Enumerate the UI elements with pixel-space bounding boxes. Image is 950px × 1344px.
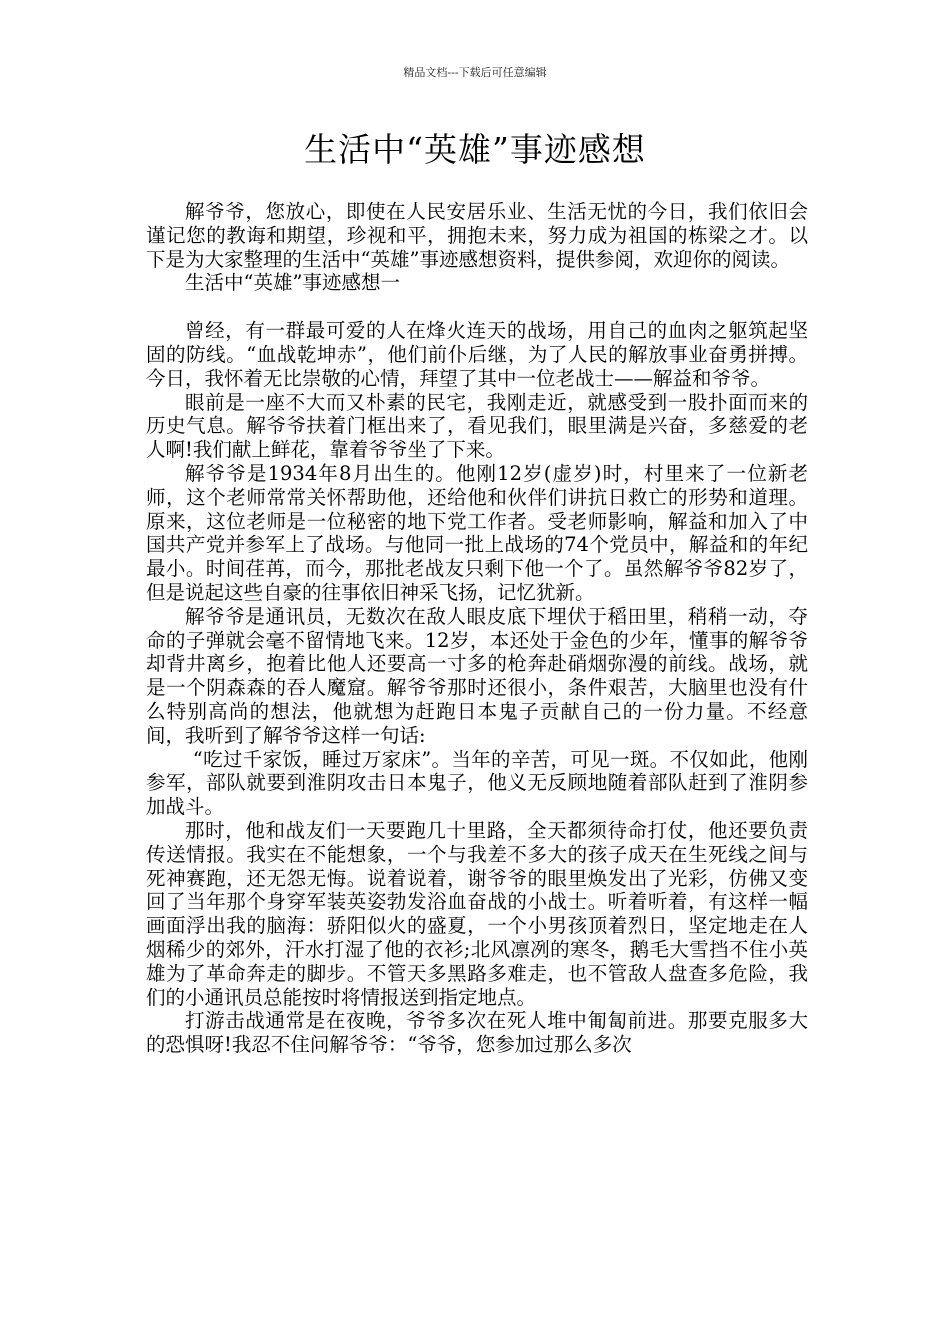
paragraph-intro: 解爷爷，您放心，即使在人民安居乐业、生活无忧的今日，我们依旧会谨记您的教诲和期望，珍视和平，拥抱未来，努力成为祖国的栋梁之才。以下是为大家整理的生活中“英雄”事迹感想资料，提供参阅，欢迎你的阅读。 [146,200,808,271]
paragraph: 那时，他和战友们一天要跑几十里路，全天都须待命打仗，他还要负责传送情报。我实在不能想象，一个与我差不多大的孩子成天在生死线之间与死神赛跑，还无怨无悔。说着说着，谢爷爷的眼里焕发出了光彩，仿佛又变回了当年那个身穿军装英姿勃发浴血奋战的小战士。听着听着，有这样一幅画面浮出我的脑海：骄阳似火的盛夏，一个小男孩顶着烈日，坚定地走在人烟稀少的郊外，汗水打湿了他的衣衫;北风凛冽的寒冬，鹅毛大雪挡不住小英雄为了革命奔走的脚步。不管天多黑路多难走，也不管敌人盘查多危险，我们的小通讯员总能按时将情报送到指定地点。 [146,818,808,1009]
section-heading: 生活中“英雄”事迹感想一 [185,271,400,295]
paragraph: 打游击战通常是在夜晚，爷爷多次在死人堆中匍匐前进。那要克服多大的恐惧呀!我忍不住问解爷爷：“爷爷，您参加过那么多次 [146,1009,808,1057]
paragraph: 眼前是一座不大而又朴素的民宅，我刚走近，就感受到一股扑面而来的历史气息。解爷爷扶着门框出来了，看见我们，眼里满是兴奋，多慈爱的老人啊!我们献上鲜花，靠着爷爷坐了下来。 [146,390,808,462]
page-header: 精品文档---下载后可任意编辑 [403,66,547,79]
document-title: 生活中“英雄”事迹感想 [304,130,646,169]
paragraph: 解爷爷是1934年8月出生的。他刚12岁(虚岁)时，村里来了一位新老师，这个老师常常关怀帮助他，还给他和伙伴们讲抗日救亡的形势和道理。原来，这位老师是一位秘密的地下党工作者。受老师影响，解益和加入了中国共产党并参军上了战场。与他同一批上战场的74个党员中，解益和的年纪最小。时间荏苒，而今，那批老战友只剩下他一个了。虽然解爷爷82岁了，但是说起这些自豪的往事依旧神采飞扬，记忆犹新。 [146,461,808,604]
blank-line [146,295,808,319]
paragraph: 解爷爷是通讯员，无数次在敌人眼皮底下埋伏于稻田里，稍稍一动，夺命的子弹就会毫不留情地飞来。12岁，本还处于金色的少年，懂事的解爷爷却背井离乡，抱着比他人还要高一寸多的枪奔赴硝烟弥漫的前线。战场，就是一个阴森森的吞人魔窟。解爷爷那时还很小，条件艰苦，大脑里也没有什么特别高尚的想法，他就想为赶跑日本鬼子贡献自己的一份力量。不经意间，我听到了解爷爷这样一句话: [146,604,808,747]
paragraph: “吃过千家饭，睡过万家床”。当年的辛苦，可见一斑。不仅如此，他刚参军，部队就要到淮阴攻击日本鬼子，他义无反顾地随着部队赶到了淮阴参加战斗。 [146,747,808,819]
document-body [146,200,808,1057]
paragraph: 曾经，有一群最可爱的人在烽火连天的战场，用自己的血肉之躯筑起坚固的防线。“血战乾坤赤”，他们前仆后继，为了人民的解放事业奋勇拼搏。今日，我怀着无比崇敬的心情，拜望了其中一位老战士——解益和爷爷。 [146,319,808,390]
